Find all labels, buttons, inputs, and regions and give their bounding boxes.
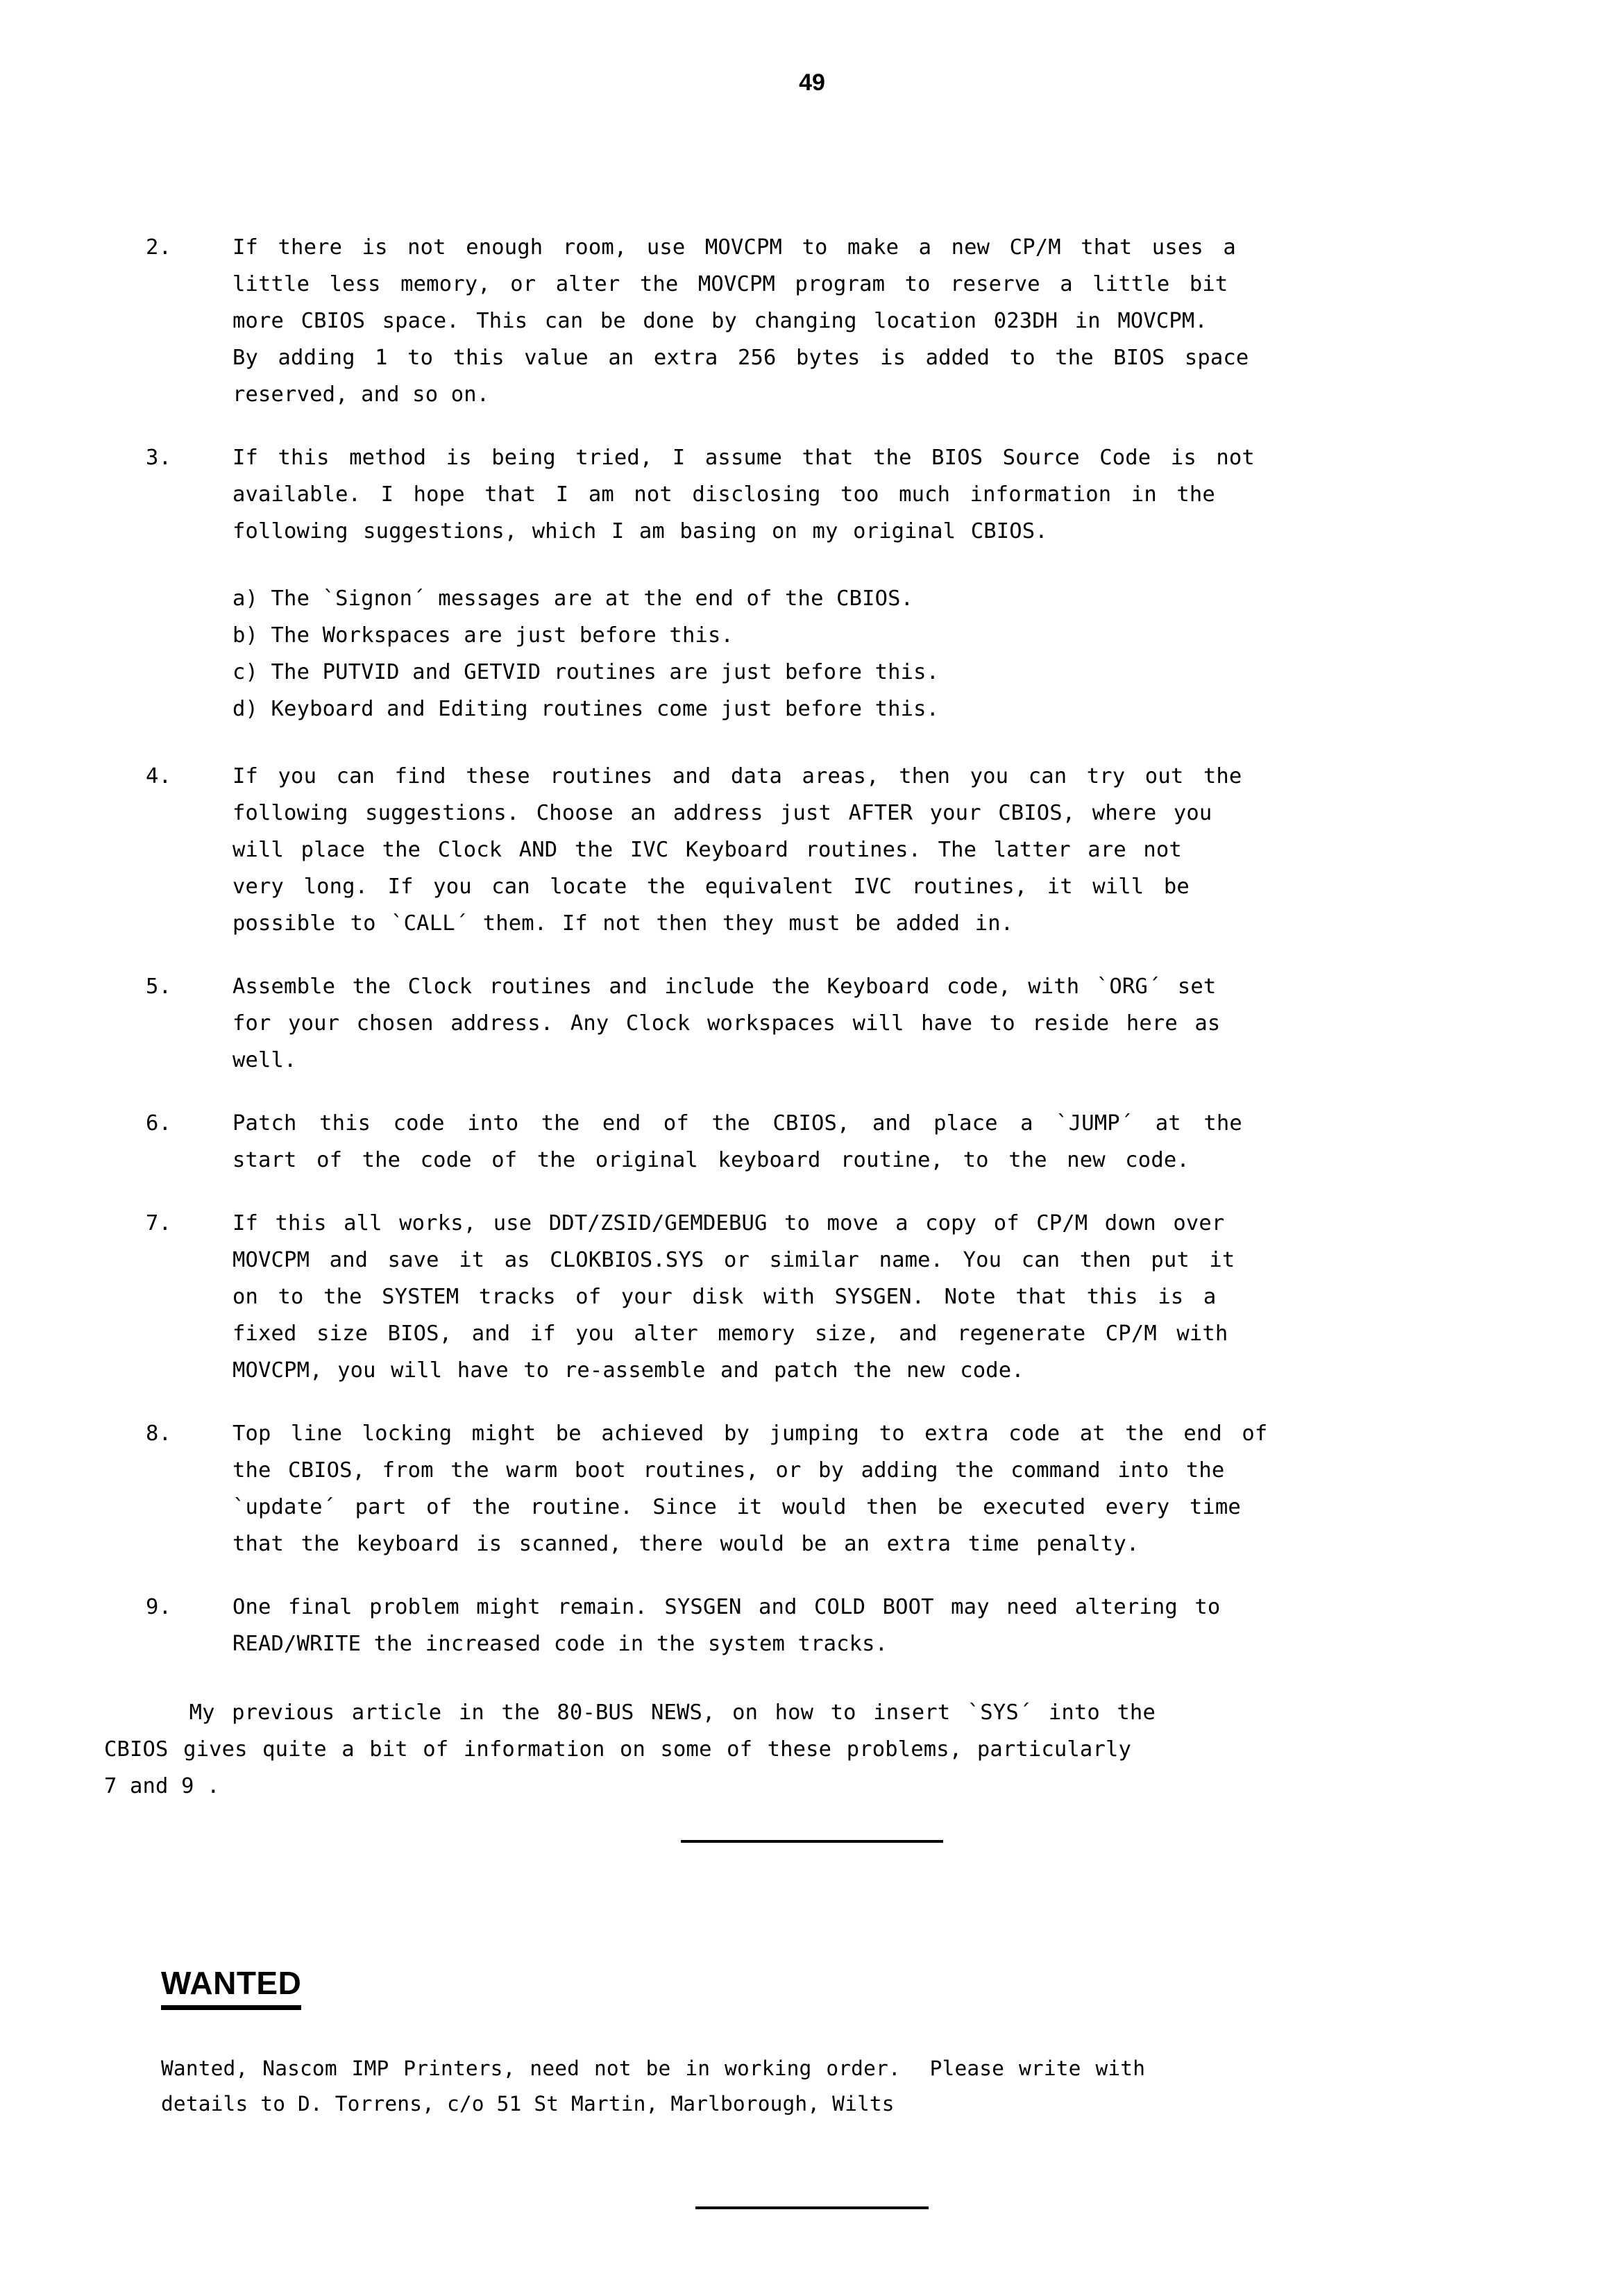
list-item-marker: 2. (146, 235, 172, 260)
list-item-body (232, 439, 1485, 550)
list-item (146, 968, 1485, 1079)
list-item (146, 1415, 1485, 1562)
text-line: available. I hope that I am not disclosing too much information in the (232, 482, 1215, 507)
list-item-marker: 6. (146, 1111, 172, 1136)
list-item (146, 229, 1485, 413)
text-line: If there is not enough room, use MOVCPM to make a new CP/M that uses a (232, 235, 1236, 260)
text-line: will place the Clock AND the IVC Keyboard routines. The latter are not (232, 838, 1182, 862)
horizontal-rule (695, 2206, 929, 2209)
list-item-body (232, 758, 1485, 942)
text-line: If this all works, use DDT/ZSID/GEMDEBUG to move a copy of CP/M down over (232, 1211, 1225, 1235)
sub-list-item: c) The PUTVID and GETVID routines are just before this. (232, 660, 940, 684)
text-line: following suggestions. Choose an address just AFTER your CBIOS, where you (232, 801, 1212, 825)
sub-list-item: d) Keyboard and Editing routines come just before this. (232, 697, 940, 721)
text-line: fixed size BIOS, and if you alter memory size, and regenerate CP/M with (232, 1322, 1228, 1346)
text-line: possible to `CALL´ them. If not then they must be added in. (232, 911, 1014, 936)
text-line: 7 and 9 . (104, 1774, 220, 1798)
text-line: One final problem might remain. SYSGEN and COLD BOOT may need altering to (232, 1595, 1221, 1619)
text-line: My previous article in the 80-BUS NEWS, on how to insert `SYS´ into the (104, 1700, 1156, 1725)
text-line: If this method is being tried, I assume that the BIOS Source Code is not (232, 446, 1255, 470)
text-line: MOVCPM, you will have to re-assemble and patch the new code. (232, 1358, 1024, 1383)
list-item-marker: 4. (146, 764, 172, 788)
article-body (104, 229, 1485, 1805)
text-line: the CBIOS, from the warm boot routines, or by adding the command into the (232, 1458, 1225, 1483)
text-line: By adding 1 to this value an extra 256 bytes is added to the BIOS space (232, 346, 1249, 370)
list-item-body (232, 229, 1485, 413)
list-item (146, 1205, 1485, 1389)
text-line: that the keyboard is scanned, there would be an extra time penalty. (232, 1532, 1140, 1556)
text-line: Wanted, Nascom IMP Printers, need not be in working order. Please write with (161, 2057, 1146, 2080)
sub-list-item: a) The `Signon´ messages are at the end of the CBIOS. (232, 586, 914, 611)
list-item (146, 1589, 1485, 1662)
text-line: If you can find these routines and data areas, then you can try out the (232, 764, 1242, 788)
text-line: details to D. Torrens, c/o 51 St Martin, Marlborough, Wilts (161, 2092, 895, 2116)
text-line: Assemble the Clock routines and include the Keyboard code, with `ORG´ set (232, 974, 1217, 999)
wanted-heading: WANTED (161, 1964, 301, 2010)
text-line: following suggestions, which I am basing on my original CBIOS. (232, 519, 1048, 543)
list-item-body (232, 968, 1485, 1079)
text-line: very long. If you can locate the equivalent IVC routines, it will be (232, 875, 1190, 899)
text-line: `update´ part of the routine. Since it would then be executed every time (232, 1495, 1241, 1519)
sub-list (232, 580, 1485, 727)
text-line: CBIOS gives quite a bit of information on some of these problems, particularly (104, 1737, 1131, 1762)
list-item-marker: 7. (146, 1211, 172, 1235)
text-line: reserved, and so on. (232, 382, 490, 407)
closing-paragraph (104, 1694, 1485, 1805)
text-line: well. (232, 1048, 297, 1072)
list-item-body (232, 1589, 1485, 1662)
sub-list-item: b) The Workspaces are just before this. (232, 623, 734, 648)
text-line: start of the code of the original keyboard routine, to the new code. (232, 1148, 1190, 1172)
horizontal-rule (681, 1840, 943, 1843)
text-line: Patch this code into the end of the CBIOS, and place a `JUMP´ at the (232, 1111, 1242, 1136)
text-line: for your chosen address. Any Clock workspaces will have to reside here as (232, 1011, 1221, 1036)
page-number: 49 (799, 69, 825, 96)
text-line: READ/WRITE the increased code in the system tracks. (232, 1632, 888, 1656)
list-item-marker: 8. (146, 1421, 172, 1446)
section-divider-bottom (0, 2199, 1624, 2212)
text-line: little less memory, or alter the MOVCPM program to reserve a little bit (232, 272, 1228, 296)
wanted-body (161, 2051, 1500, 2122)
list-item-marker: 5. (146, 974, 172, 999)
text-line: MOVCPM and save it as CLOKBIOS.SYS or similar name. You can then put it (232, 1248, 1235, 1272)
list-item (146, 758, 1485, 942)
list-item (146, 439, 1485, 550)
list-item (146, 1105, 1485, 1179)
section-divider-top (0, 1832, 1624, 1846)
list-item-body (232, 1415, 1485, 1562)
list-item-marker: 9. (146, 1595, 172, 1619)
text-line: more CBIOS space. This can be done by changing location 023DH in MOVCPM. (232, 309, 1208, 333)
list-item-body (232, 1105, 1485, 1179)
text-line: Top line locking might be achieved by jumping to extra code at the end of (232, 1421, 1268, 1446)
text-line: on to the SYSTEM tracks of your disk with SYSGEN. Note that this is a (232, 1285, 1217, 1309)
list-item-body (232, 1205, 1485, 1389)
list-item-marker: 3. (146, 446, 172, 470)
